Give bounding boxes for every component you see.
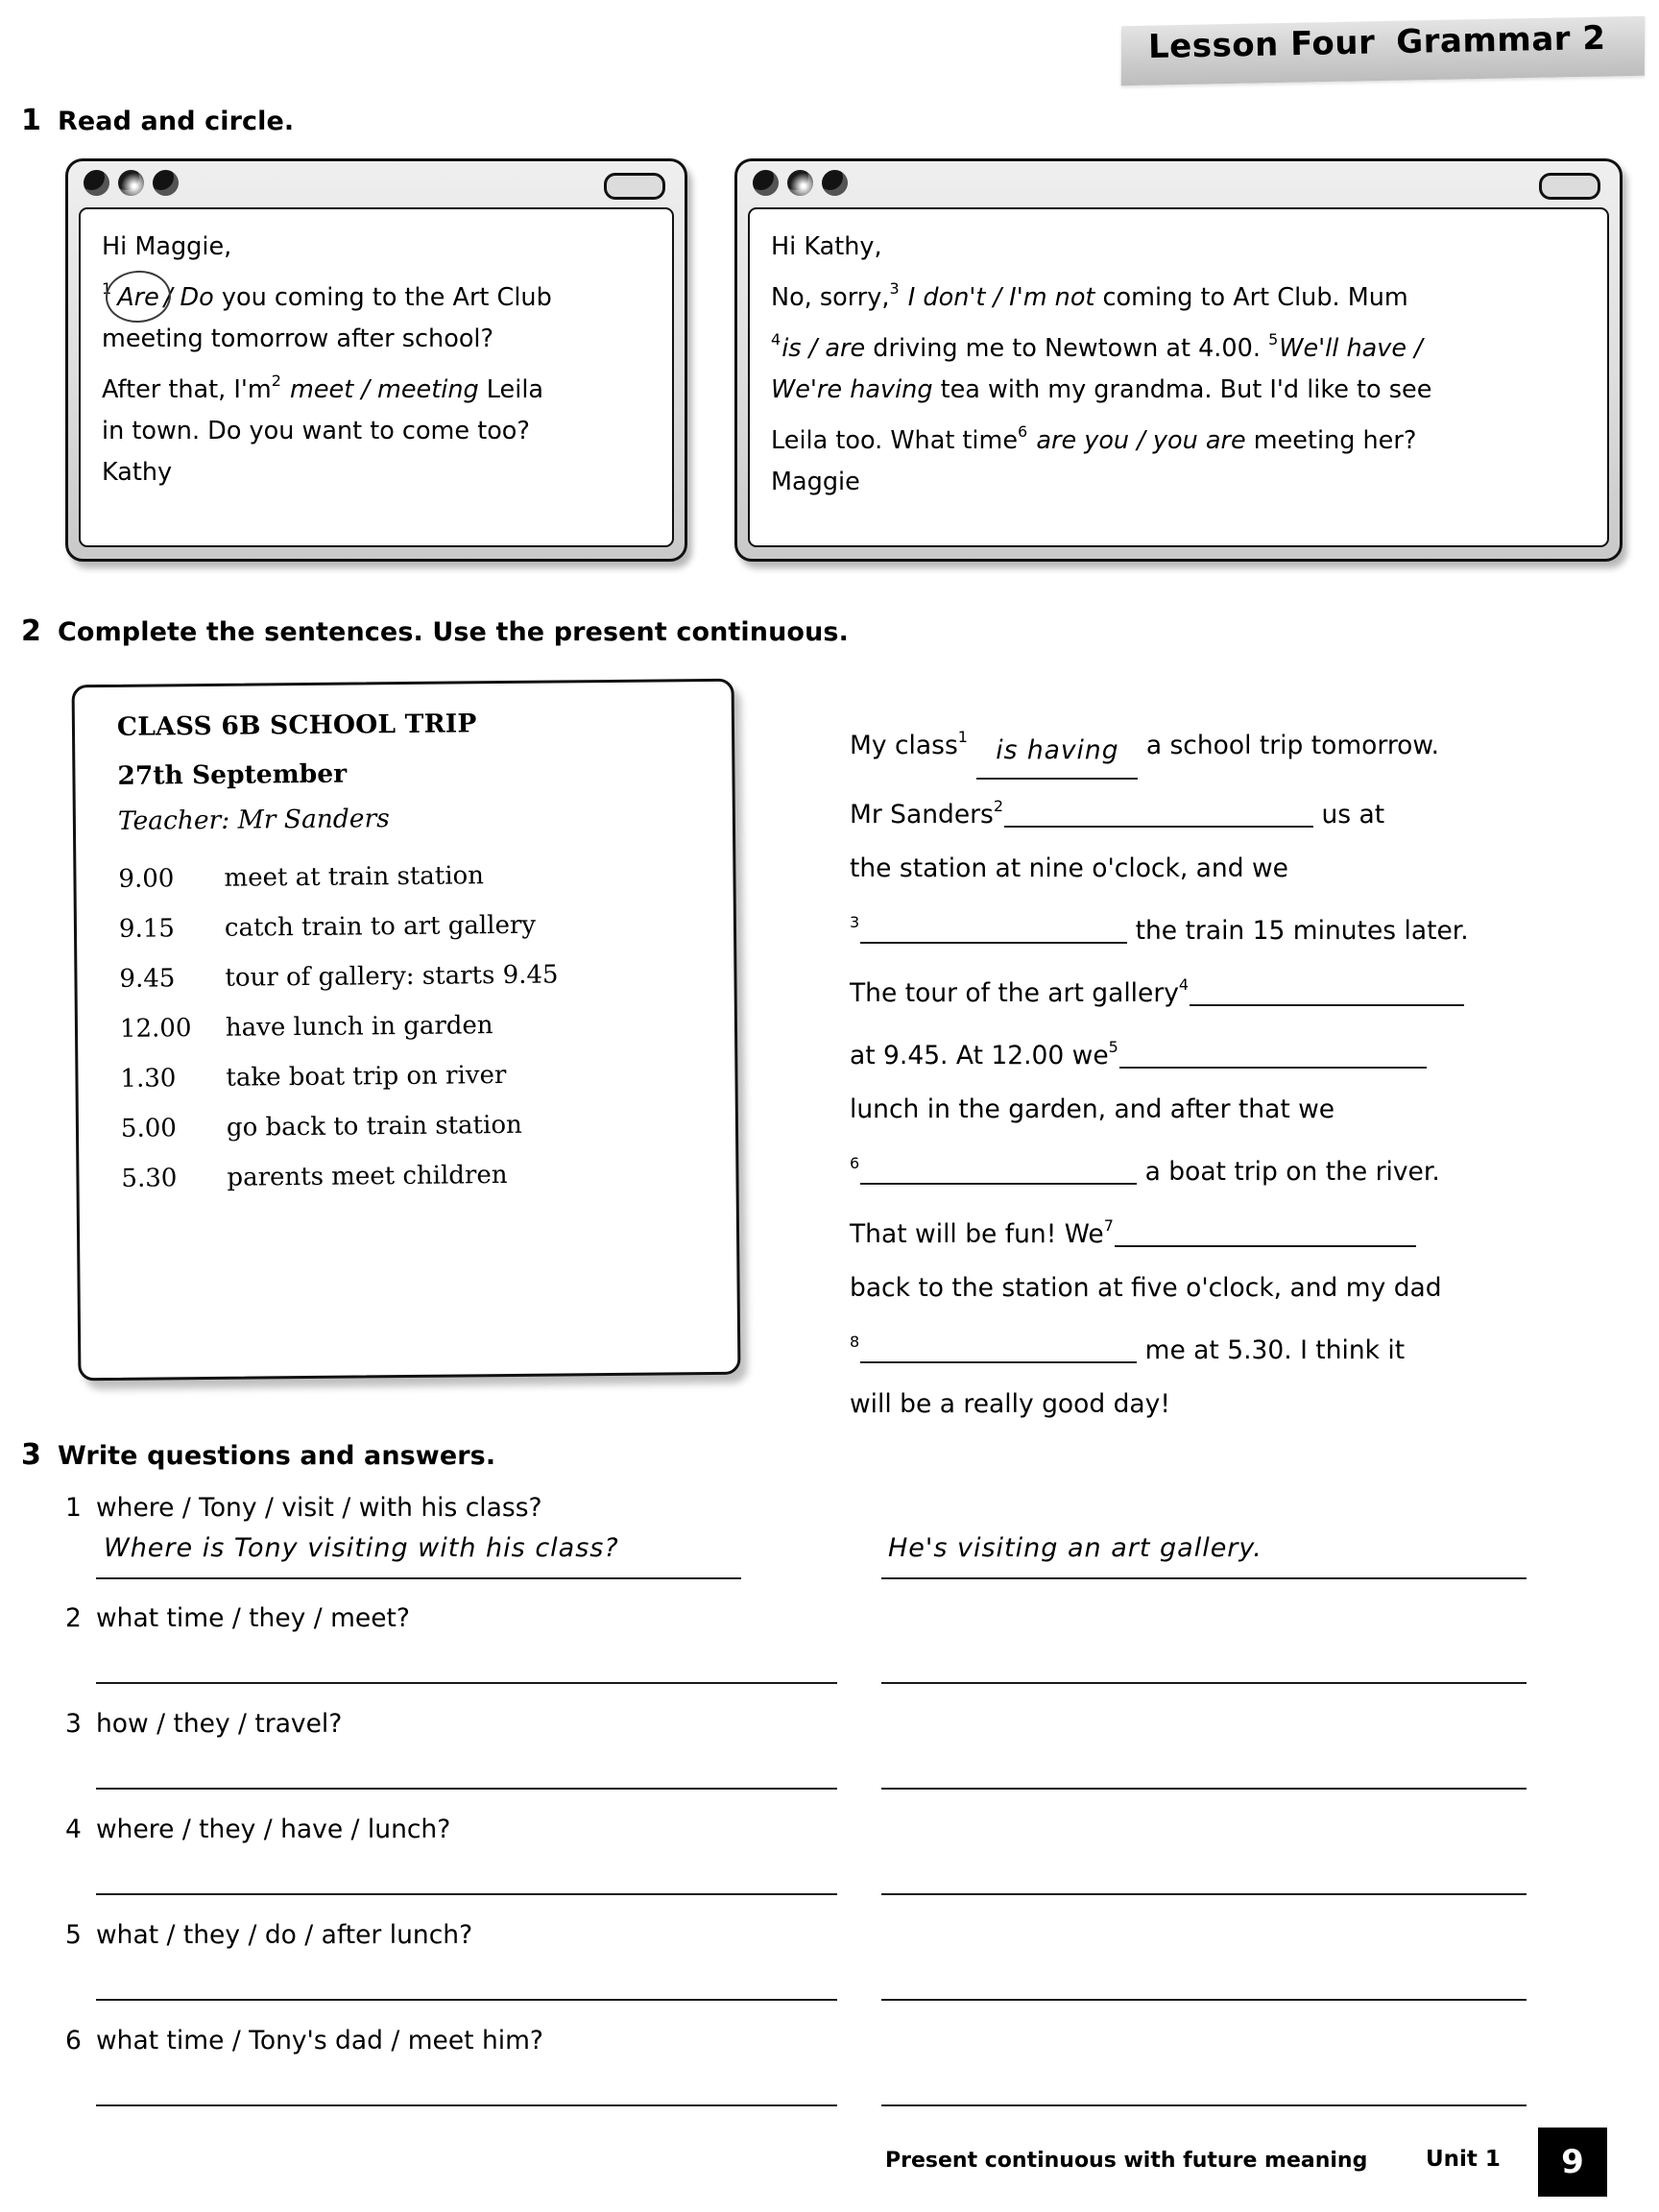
- answer-rule-reply-5[interactable]: [881, 1999, 1527, 2001]
- option-areyou-youare[interactable]: are you / you are: [1036, 426, 1246, 455]
- schedule-activity: go back to train station: [226, 1110, 522, 1142]
- message-signature: Kathy: [102, 458, 173, 487]
- answer-rule-question-3[interactable]: [96, 1788, 837, 1790]
- answer-rule-question-5[interactable]: [96, 1999, 837, 2001]
- message-line-1-b: coming to Art Club. Mum: [1102, 283, 1408, 312]
- gapfill-line-6: [850, 1021, 1541, 1083]
- question-number: 5: [65, 1920, 82, 1950]
- message-line-4-b: meeting her?: [1253, 426, 1417, 455]
- schedule-title: CLASS 6B SCHOOL TRIP: [116, 709, 477, 742]
- gap-number-5: 5: [1268, 330, 1279, 349]
- question-number: 1: [65, 1493, 82, 1523]
- option-separator: /: [163, 283, 173, 312]
- message-line-1: [102, 268, 653, 319]
- traffic-light-icon-minimize[interactable]: [118, 170, 144, 196]
- message-line-4-a: Leila too. What time: [771, 426, 1019, 455]
- option-well-have[interactable]: We'll have /: [1279, 334, 1423, 363]
- message-window-kathy: [65, 158, 687, 562]
- gapfill-line-11: [850, 1315, 1541, 1378]
- question-number: 2: [65, 1603, 82, 1633]
- message-greeting: Hi Kathy,: [771, 232, 882, 261]
- message-line-1: [771, 268, 1588, 319]
- schedule-row: [121, 1109, 707, 1143]
- schedule-row: [119, 909, 705, 944]
- message-line-2: [771, 319, 1588, 370]
- traffic-light-icon-close[interactable]: [84, 170, 109, 196]
- schedule-activity: take boat trip on river: [226, 1061, 507, 1093]
- gapfill-line-3: the station at nine o'clock, and we: [850, 854, 1288, 883]
- gapfill-text: me at 5.30. I think it: [1144, 1335, 1406, 1365]
- option-dont-imnot[interactable]: I don't / I'm not: [907, 283, 1095, 312]
- schedule-row: [120, 1009, 706, 1044]
- option-is-are[interactable]: is / are: [781, 334, 866, 363]
- circled-option-are[interactable]: Are: [112, 277, 164, 319]
- question-text: where / Tony / visit / with his class?: [96, 1493, 542, 1523]
- exercise-3-title: Write questions and answers.: [58, 1441, 496, 1471]
- answer-rule-reply-1[interactable]: [881, 1577, 1527, 1579]
- exercise-2-title: Complete the sentences. Use the present continuous.: [58, 617, 849, 647]
- exercise-2-number: 2: [21, 614, 41, 648]
- question-text: what / they / do / after lunch?: [96, 1920, 473, 1950]
- header-lesson: Lesson Four: [1147, 23, 1376, 66]
- message-line-1-rest: you coming to the Art Club: [221, 283, 552, 312]
- question-text: what time / Tony's dad / meet him?: [96, 2026, 543, 2056]
- gap-number-6: 6: [1018, 422, 1028, 441]
- gapfill-line-4: [850, 896, 1541, 958]
- gapfill-answer-1[interactable]: is having: [976, 724, 1138, 780]
- gapfill-text: at 9.45. At 12.00 we: [850, 1041, 1109, 1070]
- question-number: 4: [65, 1815, 82, 1844]
- gapfill-line-1: [850, 710, 1541, 780]
- answer-rule-question-2[interactable]: [96, 1682, 837, 1684]
- question-text: where / they / have / lunch?: [96, 1815, 451, 1844]
- schedule-row: [118, 859, 704, 894]
- gapfill-line-2: [850, 780, 1541, 842]
- exercise-3-heading: [21, 1438, 495, 1472]
- gapfill-blank-2[interactable]: [1004, 826, 1313, 828]
- window-resize-pill-icon[interactable]: [1539, 173, 1600, 200]
- message-line-1-a: No, sorry,: [771, 283, 890, 312]
- message-line-3-a: After that, I'm: [102, 375, 272, 404]
- gap-number-3: 3: [889, 279, 900, 298]
- schedule-activity: meet at train station: [224, 861, 485, 893]
- schedule-row: [119, 959, 705, 994]
- gapfill-text: us at: [1321, 800, 1385, 830]
- exercise-2-heading: [21, 614, 849, 648]
- schedule-row: [121, 1159, 707, 1193]
- question-prompt-6: [65, 2026, 543, 2056]
- gapfill-blank-7[interactable]: [1115, 1245, 1416, 1247]
- gapfill-blank-6[interactable]: [860, 1183, 1137, 1185]
- traffic-light-icon-maximize[interactable]: [153, 170, 179, 196]
- question-prompt-4: [65, 1815, 450, 1844]
- gapfill-blank-4[interactable]: [1190, 1004, 1464, 1006]
- answer-reply-1[interactable]: He's visiting an art gallery.: [888, 1533, 1262, 1563]
- message-window-maggie: [734, 158, 1623, 562]
- schedule-time: 12.00: [119, 1014, 192, 1044]
- question-text: how / they / travel?: [96, 1709, 343, 1739]
- gapfill-line-8: [850, 1137, 1541, 1199]
- answer-question-1[interactable]: Where is Tony visiting with his class?: [104, 1533, 619, 1563]
- gapfill-blank-5[interactable]: [1119, 1067, 1427, 1069]
- message-line-3-b: Leila: [486, 375, 544, 404]
- gap-number-5: 5: [1108, 1038, 1118, 1056]
- question-text: what time / they / meet?: [96, 1603, 410, 1633]
- exercise-3-number: 3: [21, 1438, 41, 1472]
- schedule-time: 1.30: [120, 1064, 177, 1094]
- question-prompt-2: [65, 1603, 410, 1633]
- option-meet-meeting[interactable]: meet / meeting: [290, 375, 479, 404]
- footer-grammar-label: Present continuous with future meaning: [885, 2149, 1368, 2173]
- message-signature: Maggie: [771, 468, 860, 496]
- answer-rule-reply-3[interactable]: [881, 1788, 1527, 1790]
- gap-number-4: 4: [771, 330, 781, 349]
- window-resize-pill-icon[interactable]: [604, 173, 665, 200]
- gapfill-line-12: will be a really good day!: [850, 1389, 1170, 1419]
- traffic-light-icon-minimize[interactable]: [787, 170, 813, 196]
- gap-number-1: 1: [957, 728, 968, 746]
- gapfill-line-10: back to the station at five o'clock, and my dad: [850, 1273, 1442, 1303]
- message-line-2-a: driving me to Newtown at 4.00.: [873, 334, 1261, 363]
- schedule-time: 9.45: [119, 964, 176, 994]
- message-body-kathy: [79, 207, 674, 547]
- gapfill-text: That will be fun! We: [850, 1219, 1104, 1249]
- gap-number-4: 4: [1178, 975, 1190, 994]
- gapfill-paragraph: [850, 710, 1541, 1431]
- gapfill-text: My class: [850, 731, 958, 760]
- gap-number-2: 2: [993, 797, 1004, 815]
- gapfill-line-9: [850, 1199, 1541, 1262]
- gapfill-text: a school trip tomorrow.: [1145, 731, 1440, 760]
- option-were-having[interactable]: We're having: [771, 375, 933, 404]
- header-grammar: Grammar 2: [1395, 18, 1606, 62]
- gap-number-2: 2: [271, 372, 281, 390]
- schedule-time: 5.00: [120, 1114, 178, 1143]
- answer-rule-question-1[interactable]: [96, 1577, 741, 1579]
- exercise-1-heading: [21, 104, 294, 137]
- message-line-3: [102, 360, 653, 411]
- gap-number-6: 6: [850, 1154, 860, 1172]
- gapfill-text: the train 15 minutes later.: [1135, 916, 1469, 946]
- message-line-2: meeting tomorrow after school?: [102, 325, 494, 353]
- schedule-activity: have lunch in garden: [225, 1011, 493, 1043]
- footer-unit-label: Unit 1: [1426, 2147, 1501, 2172]
- gapfill-line-7: lunch in the garden, and after that we: [850, 1094, 1335, 1124]
- schedule-teacher: Teacher: Mr Sanders: [117, 804, 390, 836]
- gap-number-7: 7: [1103, 1216, 1114, 1235]
- schedule-date: 27th September: [117, 758, 348, 791]
- exercise-1-title: Read and circle.: [58, 107, 295, 136]
- message-line-4: [771, 411, 1588, 462]
- schedule-time: 5.30: [121, 1164, 178, 1193]
- question-prompt-1: [65, 1493, 542, 1523]
- message-body-maggie: [748, 207, 1609, 547]
- gapfill-text: Mr Sanders: [850, 800, 994, 830]
- gapfill-blank-3[interactable]: [860, 942, 1127, 944]
- schedule-row: [120, 1059, 706, 1094]
- exercise-1-number: 1: [21, 104, 41, 137]
- message-line-4: in town. Do you want to come too?: [102, 417, 530, 445]
- schedule-activity: parents meet children: [227, 1160, 508, 1192]
- option-do[interactable]: Do: [180, 283, 214, 312]
- window-title-bar: [737, 161, 1620, 205]
- question-prompt-3: [65, 1709, 342, 1739]
- answer-rule-reply-2[interactable]: [881, 1682, 1527, 1684]
- answer-rule-question-6[interactable]: [96, 2104, 837, 2106]
- message-greeting: Hi Maggie,: [102, 232, 232, 261]
- gap-number-3: 3: [850, 913, 860, 931]
- answer-rule-reply-6[interactable]: [881, 2104, 1527, 2106]
- gap-number-1: 1: [102, 279, 112, 298]
- gapfill-text: The tour of the art gallery: [850, 978, 1179, 1008]
- gapfill-blank-8[interactable]: [860, 1361, 1137, 1363]
- schedule-time: 9.15: [118, 914, 176, 944]
- schedule-card: [72, 679, 741, 1382]
- window-title-bar: [68, 161, 685, 205]
- answer-rule-reply-4[interactable]: [881, 1893, 1527, 1895]
- schedule-time: 9.00: [118, 864, 175, 894]
- gapfill-line-5: [850, 958, 1541, 1021]
- question-number: 6: [65, 2026, 82, 2056]
- traffic-light-icon-close[interactable]: [753, 170, 779, 196]
- schedule-activity: catch train to art gallery: [224, 910, 537, 943]
- question-prompt-5: [65, 1920, 472, 1950]
- message-line-3: [771, 370, 1588, 411]
- gapfill-text: a boat trip on the river.: [1144, 1157, 1440, 1187]
- answer-rule-question-4[interactable]: [96, 1893, 837, 1895]
- schedule-activity: tour of gallery: starts 9.45: [225, 960, 559, 993]
- page-number-badge: 9: [1538, 2128, 1607, 2197]
- question-number: 3: [65, 1709, 82, 1739]
- gap-number-8: 8: [850, 1333, 860, 1351]
- message-line-3-a: tea with my grandma. But I'd like to see: [940, 375, 1432, 404]
- traffic-light-icon-maximize[interactable]: [822, 170, 848, 196]
